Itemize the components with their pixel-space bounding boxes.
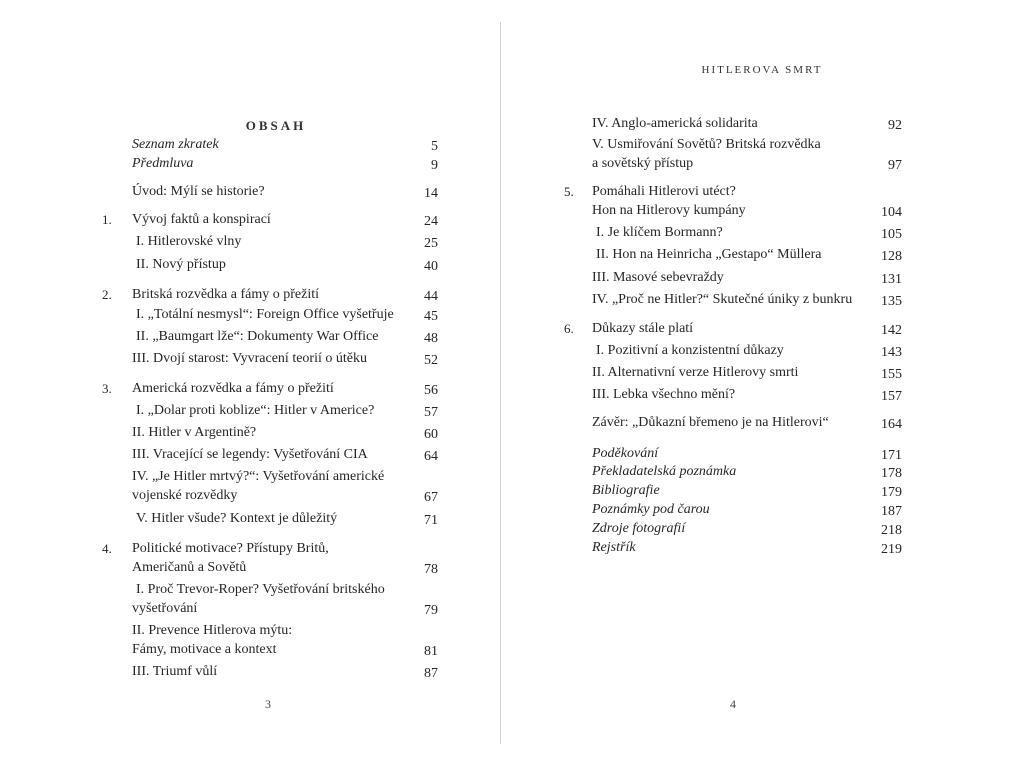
toc-entry-page: 219 xyxy=(881,542,902,557)
toc-entry-title[interactable]: I. Je klíčem Bormann? xyxy=(596,225,723,240)
toc-entry-title[interactable]: Předmluva xyxy=(132,156,194,171)
toc-entry-title-continued[interactable]: Fámy, motivace a kontext xyxy=(132,642,277,657)
toc-entry-page: 92 xyxy=(888,118,902,133)
toc-entry-page: 45 xyxy=(424,309,438,324)
page-number-left: 3 xyxy=(265,697,271,711)
toc-part-number: 3. xyxy=(102,381,112,396)
toc-entry-title[interactable]: Americká rozvědka a fámy o přežití xyxy=(132,381,334,396)
toc-entry-title[interactable]: Úvod: Mýlí se historie? xyxy=(132,184,265,199)
toc-entry-page: 97 xyxy=(888,158,902,173)
toc-entry-title-continued[interactable]: Američanů a Sovětů xyxy=(132,560,247,575)
toc-part-number: 2. xyxy=(102,287,112,302)
toc-entry-title[interactable]: Seznam zkratek xyxy=(132,137,219,152)
toc-entry-page: 52 xyxy=(424,353,438,368)
toc-entry-page: 164 xyxy=(881,417,902,432)
right-page xyxy=(502,0,1024,768)
toc-entry-page: 5 xyxy=(431,139,438,154)
toc-entry-page: 57 xyxy=(424,405,438,420)
toc-entry-title[interactable]: Politické motivace? Přístupy Britů, xyxy=(132,541,329,556)
toc-entry-page: 171 xyxy=(881,448,902,463)
toc-entry-page: 78 xyxy=(424,562,438,577)
toc-entry-page: 155 xyxy=(881,367,902,382)
toc-part-number: 6. xyxy=(564,321,574,336)
toc-entry-page: 131 xyxy=(881,272,902,287)
toc-part-number: 4. xyxy=(102,541,112,556)
toc-part-number: 5. xyxy=(564,184,574,199)
toc-entry-title-continued[interactable]: a sovětský přístup xyxy=(592,156,694,171)
toc-entry-title[interactable]: I. Proč Trevor-Roper? Vyšetřování britského xyxy=(136,582,385,597)
toc-entry-page: 81 xyxy=(424,644,438,659)
toc-part-number: 1. xyxy=(102,212,112,227)
toc-entry-title[interactable]: V. Hitler všude? Kontext je důležitý xyxy=(136,511,338,526)
toc-entry-title[interactable]: Pomáhali Hitlerovi utéct? xyxy=(592,184,736,199)
toc-entry-page: 71 xyxy=(424,513,438,528)
toc-entry-page: 24 xyxy=(424,214,438,229)
toc-entry-title[interactable]: III. Lebka všechno mění? xyxy=(592,387,736,402)
toc-entry-title[interactable]: II. Hon na Heinricha „Gestapo“ Müllera xyxy=(596,247,822,262)
toc-entry-title[interactable]: II. „Baumgart lže“: Dokumenty War Office xyxy=(136,329,379,344)
toc-entry-title[interactable]: I. „Totální nesmysl“: Foreign Office vyšetřuje xyxy=(136,307,394,322)
toc-entry-page: 187 xyxy=(881,504,902,519)
toc-entry-title[interactable]: Bibliografie xyxy=(592,483,660,498)
toc-right xyxy=(502,0,1024,768)
running-head: HITLEROVA SMRT xyxy=(701,64,823,76)
toc-entry-title[interactable]: Překladatelská poznámka xyxy=(592,464,737,479)
toc-entry-title[interactable]: III. Vracející se legendy: Vyšetřování CIA xyxy=(132,447,368,462)
toc-entry-page: 142 xyxy=(881,323,902,338)
book-gutter xyxy=(500,22,501,744)
toc-entry-page: 56 xyxy=(424,383,438,398)
toc-entry-title[interactable]: Britská rozvědka a fámy o přežití xyxy=(132,287,319,302)
toc-entry-page: 67 xyxy=(424,490,438,505)
toc-entry-page: 40 xyxy=(424,259,438,274)
toc-entry-title-continued[interactable]: Hon na Hitlerovy kumpány xyxy=(592,203,746,218)
toc-entry-page: 87 xyxy=(424,666,438,681)
toc-entry-title[interactable]: IV. Anglo-americká solidarita xyxy=(592,116,758,131)
toc-entry-title[interactable]: Rejstřík xyxy=(592,540,636,555)
toc-entry-title-continued[interactable]: vojenské rozvědky xyxy=(132,488,238,503)
toc-entry-page: 157 xyxy=(881,389,902,404)
toc-entry-page: 135 xyxy=(881,294,902,309)
toc-entry-title[interactable]: Vývoj faktů a konspirací xyxy=(132,212,271,227)
toc-entry-page: 143 xyxy=(881,345,902,360)
toc-entry-page: 60 xyxy=(424,427,438,442)
toc-entry-title[interactable]: I. Hitlerovské vlny xyxy=(136,234,242,249)
toc-entry-page: 48 xyxy=(424,331,438,346)
toc-entry-title[interactable]: IV. „Proč ne Hitler?“ Skutečné úniky z bunkru xyxy=(592,292,853,307)
toc-entry-title[interactable]: III. Triumf vůlí xyxy=(132,664,218,679)
toc-entry-page: 178 xyxy=(881,466,902,481)
toc-entry-title[interactable]: V. Usmiřování Sovětů? Britská rozvědka xyxy=(592,137,821,152)
toc-entry-page: 179 xyxy=(881,485,902,500)
toc-entry-title[interactable]: III. Dvojí starost: Vyvracení teorií o útěku xyxy=(132,351,367,366)
toc-entry-title[interactable]: Poznámky pod čarou xyxy=(592,502,710,517)
toc-entry-title[interactable]: Poděkování xyxy=(592,446,659,461)
toc-entry-page: 105 xyxy=(881,227,902,242)
page-number-right: 4 xyxy=(730,697,736,711)
toc-entry-page: 104 xyxy=(881,205,902,220)
toc-entry-page: 25 xyxy=(424,236,438,251)
toc-entry-page: 79 xyxy=(424,603,438,618)
toc-entry-title[interactable]: II. Nový přístup xyxy=(136,257,226,272)
toc-entry-title[interactable]: Závěr: „Důkazní břemeno je na Hitlerovi“ xyxy=(592,415,829,430)
toc-entry-page: 14 xyxy=(424,186,438,201)
toc-entry-title[interactable]: Důkazy stále platí xyxy=(592,321,694,336)
toc-entry-title[interactable]: I. Pozitivní a konzistentní důkazy xyxy=(596,343,784,358)
toc-entry-page: 218 xyxy=(881,523,902,538)
toc-entry-title[interactable]: Zdroje fotografií xyxy=(592,521,686,536)
toc-left xyxy=(0,0,500,768)
toc-entry-title[interactable]: I. „Dolar proti koblize“: Hitler v Americe? xyxy=(136,403,375,418)
toc-entry-page: 44 xyxy=(424,289,438,304)
toc-entry-title-continued[interactable]: vyšetřování xyxy=(132,601,198,616)
toc-entry-title[interactable]: II. Alternativní verze Hitlerovy smrti xyxy=(592,365,799,380)
toc-entry-page: 64 xyxy=(424,449,438,464)
toc-entry-title[interactable]: IV. „Je Hitler mrtvý?“: Vyšetřování americké xyxy=(132,469,385,484)
toc-entry-title[interactable]: III. Masové sebevraždy xyxy=(592,270,724,285)
toc-entry-page: 128 xyxy=(881,249,902,264)
toc-entry-title[interactable]: II. Hitler v Argentině? xyxy=(132,425,257,440)
toc-entry-title[interactable]: II. Prevence Hitlerova mýtu: xyxy=(132,623,293,638)
toc-entry-page: 9 xyxy=(431,158,438,173)
left-page xyxy=(0,0,500,768)
toc-heading: OBSAH xyxy=(245,118,307,133)
